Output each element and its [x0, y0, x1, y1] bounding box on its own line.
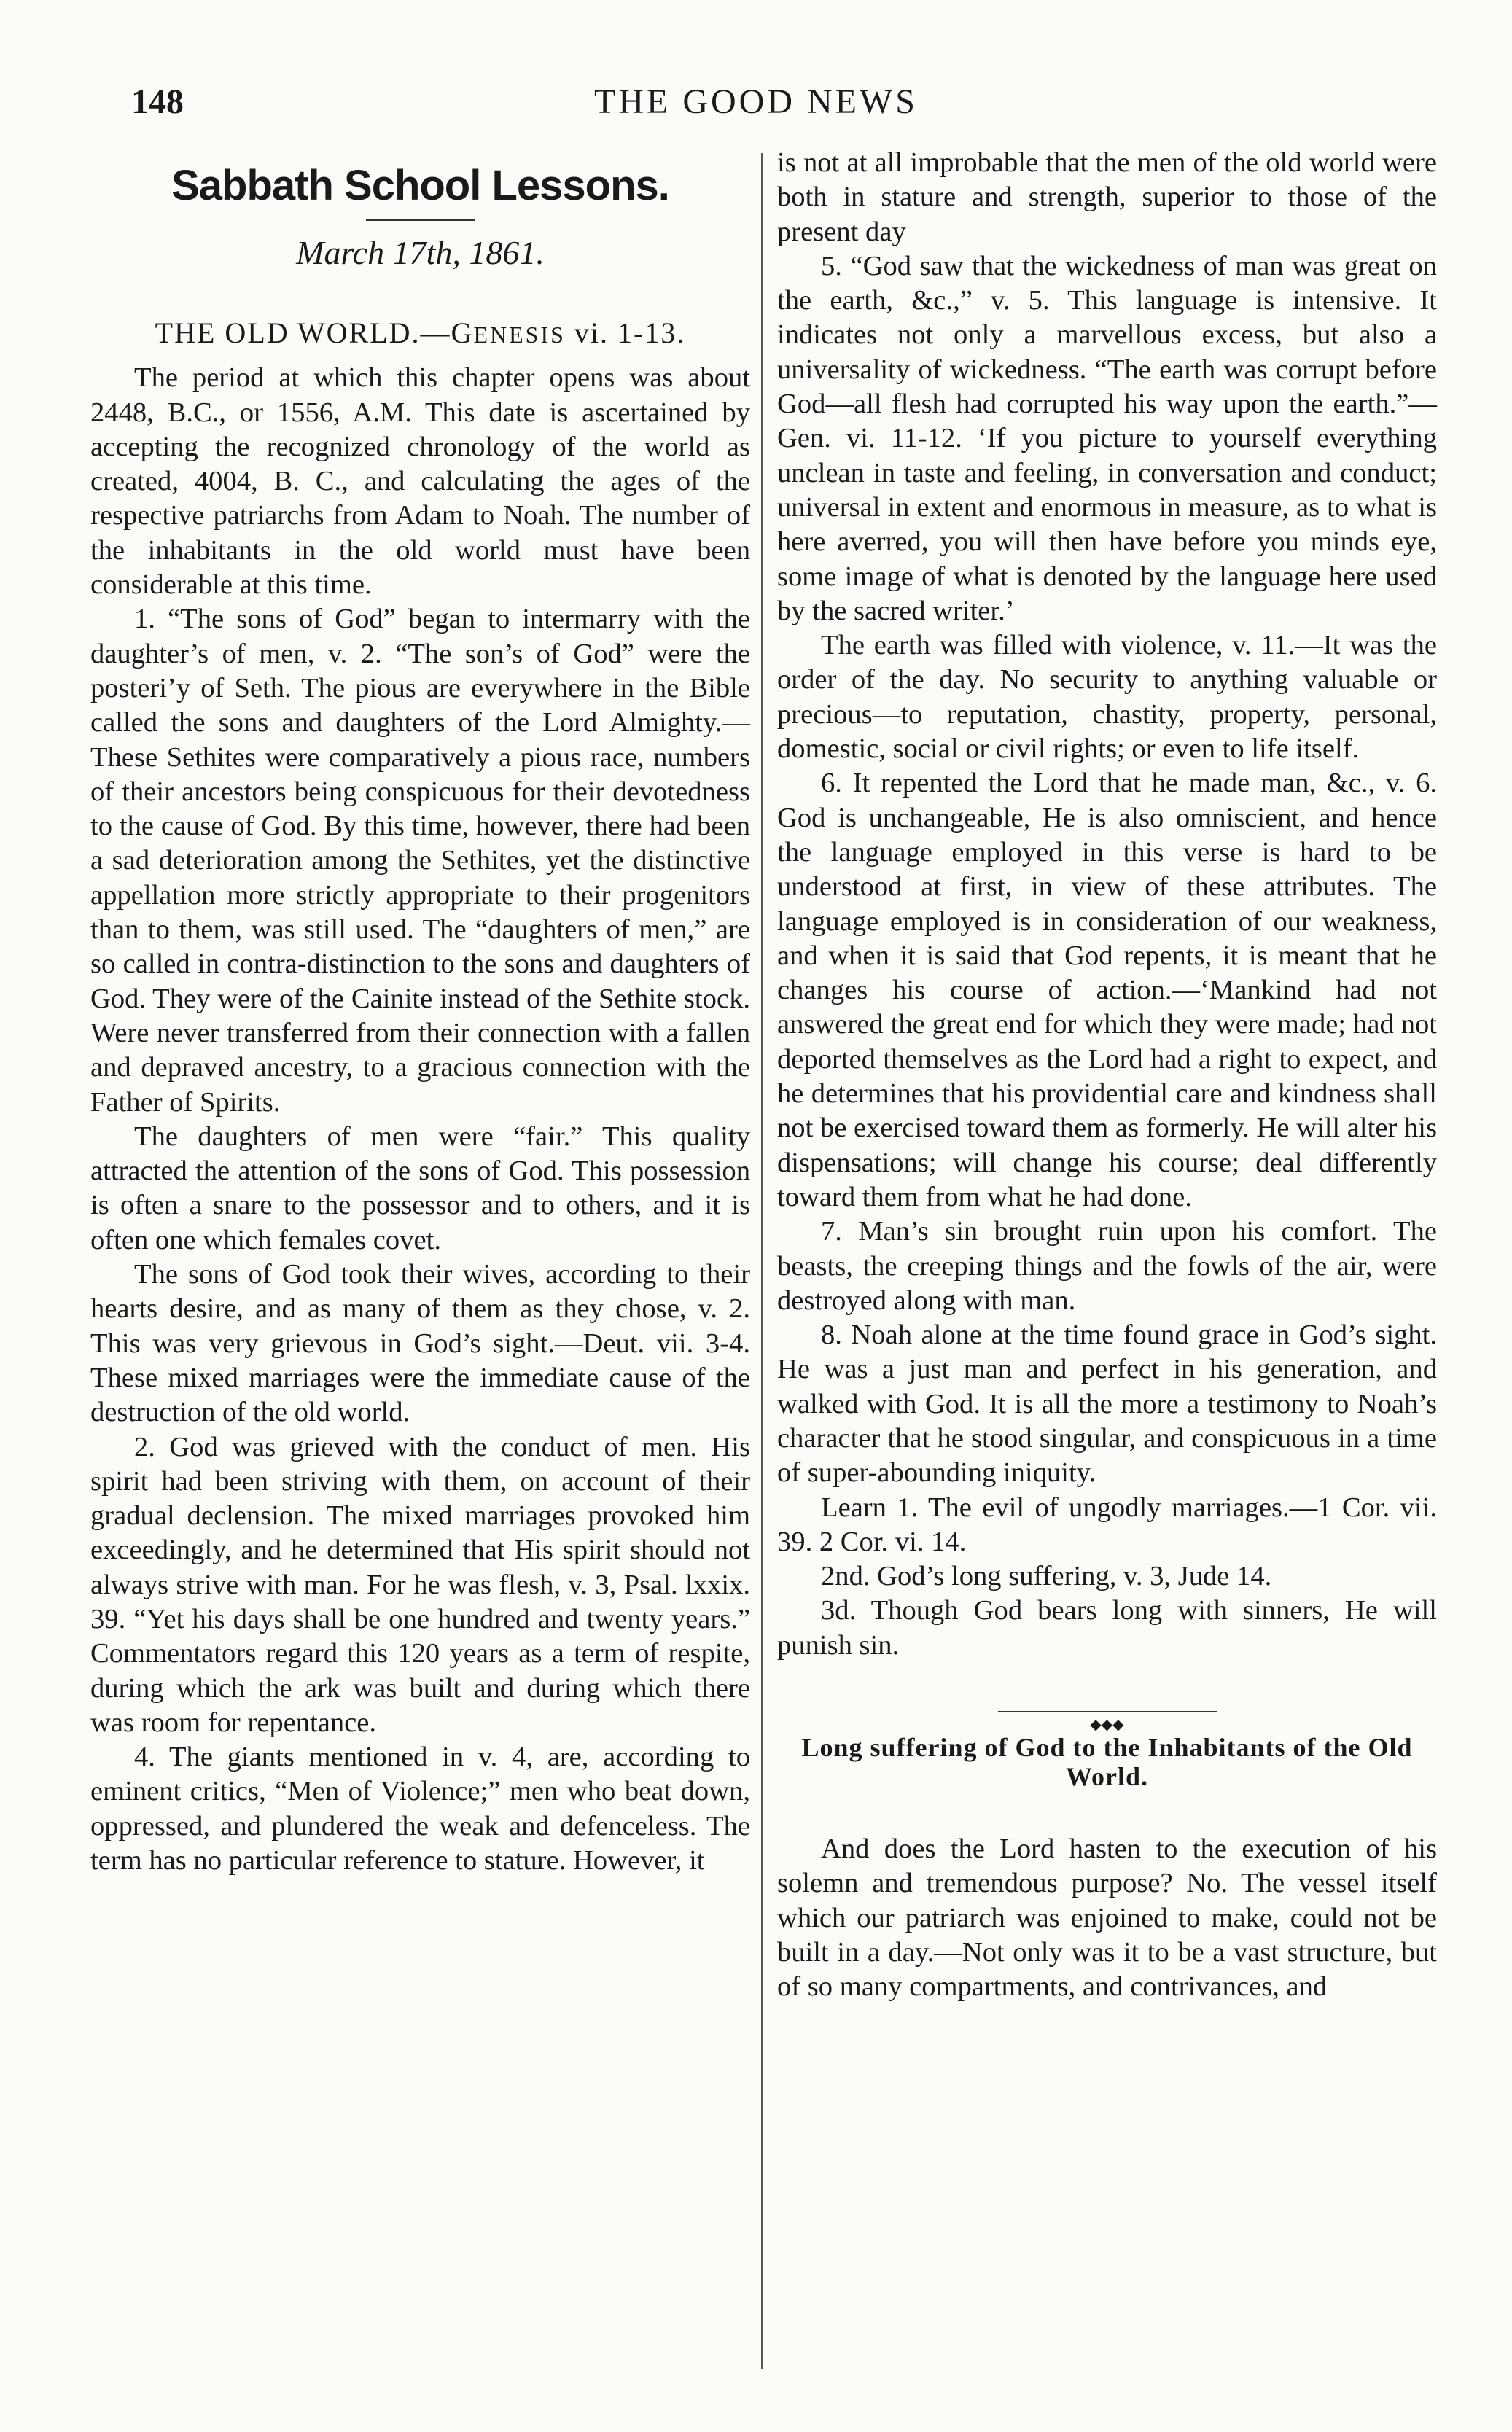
lesson-heading-main: THE OLD WORLD.—G	[155, 316, 474, 349]
paragraph: 2. God was grieved with the conduct of men. His spirit had been striving with them, on account of their gradual declension. The mixed marriages provoked him exceedingly, and he determined that His spirit should not always strive with man. For he was flesh, v. 3, Psal. lxxix. 39. “Yet his days shall be one hundred and twenty years.” Commentators regard this 120 years as a term of respite, during which the ark was built and during which there was room for repentance.	[90, 1431, 750, 1738]
right-column	[777, 146, 1437, 2005]
paragraph: 5. “God saw that the wickedness of man was great on the earth, &c.,” v. 5. This language is intensive. It indicates not only a marvellous excess, but also a universality of wickedness. “The earth was corrupt before God—all flesh had corrupted his way upon the earth.”—Gen. vi. 11-12. ‘If you picture to yourself everything unclean in taste and feeling, in conversation and conduct; universal in extent and enormous in measure, as to what is here averred, you will then have before you minds eye, some image of what is denoted by the language here used by the sacred writer.’	[777, 250, 1437, 626]
paragraph: 8. Noah alone at the time found grace in God’s sight. He was a just man and perfect in his generation, and walked with God. It is all the more a testimony to Noah’s character that he stood singular, and conspicuous in a time of super-abounding iniquity.	[777, 1320, 1437, 1489]
ornament-glyph: ◆◆◆	[1084, 1717, 1129, 1733]
paragraph: Learn 1. The evil of ungodly marriages.—1 Cor. vii. 39. 2 Cor. vi. 14.	[777, 1492, 1437, 1557]
page-number: 148	[131, 82, 184, 121]
paragraph: 4. The giants mentioned in v. 4, are, according to eminent critics, “Men of Violence;” men who beat down, oppressed, and plundered the weak and defenceless. The term has no particular reference to stature. However, it	[90, 1742, 750, 1876]
paragraph: 7. Man’s sin brought ruin upon his comfort. The beasts, the creeping things and the fowls of the air, were destroyed along with man.	[777, 1216, 1437, 1316]
paragraph: 1. “The sons of God” began to intermarry with the daughter’s of men, v. 2. “The son’s of God” were the posteri’y of Seth. The pious are everywhere in the Bible called the sons and daughters of the Lord Almighty.—These Sethites were comparatively a pious race, numbers of their ancestors being conspicuous for their devotedness to the cause of God. By this time, however, there had been a sad deterioration among the Sethites, yet the distinctive appellation more strictly appropriate to their progenitors than to them, was still used. The “daughters of men,” are so called in contra-distinction to the sons and daughters of God. They were of the Cainite instead of the Sethite stock. Were never transferred from their connection with a fallen and depraved ancestry, to a gracious connection with the Father of Spirits.	[90, 604, 750, 1118]
running-head	[80, 82, 1432, 125]
lesson-date-text: March 17th, 1861.	[296, 234, 545, 271]
column-divider	[761, 153, 763, 2369]
paragraph: The period at which this chapter opens was about 2448, B.C., or 1556, A.M. This date is ascertained by accepting the recognized chronology of the world as created, 4004, B. C., and calculating the ages of the respective patriarchs from Adam to Noah. The number of the inhabitants in the old world must have been considerable at this time.	[90, 362, 750, 601]
paragraph: is not at all improbable that the men of the old world were both in stature and strength, superior to those of the present day	[777, 147, 1437, 247]
left-column	[90, 146, 750, 1878]
lesson-heading-ref: vi. 1-13.	[565, 316, 686, 349]
journal-title: THE GOOD NEWS	[594, 82, 918, 121]
section-title: Sabbath School Lessons.	[171, 162, 669, 209]
title-rule	[366, 219, 475, 221]
lesson-heading	[90, 316, 750, 352]
paragraph: The sons of God took their wives, according to their hearts desire, and as many of them as they chose, v. 2. This was very grievous in God’s sight.—Deut. vii. 3-4. These mixed marriages were the immediate cause of the destruction of the old world.	[90, 1259, 750, 1428]
lesson-heading-smallcaps: ENESIS	[473, 321, 566, 348]
paragraph: 3d. Though God bears long with sinners, He will punish sin.	[777, 1595, 1437, 1661]
paragraph: 2nd. God’s long suffering, v. 3, Jude 14.	[821, 1561, 1272, 1592]
ornament-rule	[998, 1704, 1217, 1734]
paragraph: The daughters of men were “fair.” This quality attracted the attention of the sons of God. This possession is often a snare to the possessor and to others, and it is often one which females covet.	[90, 1120, 750, 1255]
lesson-date	[90, 231, 750, 275]
article-title: Long suffering of God to the Inhabitants of the Old World.	[801, 1733, 1413, 1792]
paragraph: And does the Lord hasten to the execution of his solemn and tremendous purpose? No. The vessel itself which our patriarch was enjoined to make, could not be built in a day.—Not only was it to be a vast structure, but of so many compartments, and contrivances, and	[777, 1833, 1437, 2003]
paragraph: 6. It repented the Lord that he made man, &c., v. 6. God is unchangeable, He is also omniscient, and hence the language employed in this verse is hard to be understood at first, in view of these attributes. The language employed is in consideration of our weakness, and when it is said that God repents, it is meant that he changes his course of action.—‘Mankind had not answered the great end for which they were made; had not deported themselves as the Lord had a right to expect, and he determines that his providential care and kindness shall not be exercised toward them as formerly. He will alter his dispensations; will change his course; deal differently toward them from what he had done.	[777, 768, 1437, 1212]
paragraph: The earth was filled with violence, v. 11.—It was the order of the day. No security to anything valuable or precious—to reputation, chastity, property, personal, domestic, social or civil rights; or even to life itself.	[777, 630, 1437, 765]
